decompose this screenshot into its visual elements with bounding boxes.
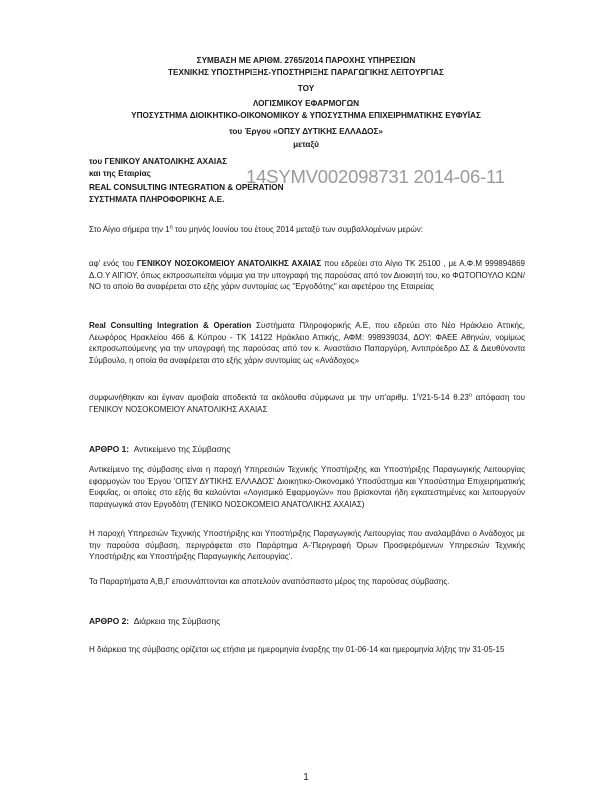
party-line-1: του ΓΕΝΙΚΟΥ ΑΝΑΤΟΛΙΚΗΣ ΑΧΑΙΑΣ — [89, 157, 228, 166]
intro-paragraph: Στο Αίγιο σήμερα την $1^\eta$ του μηνός Ιουνίου του έτους 2014 μεταξύ των συμβαλλομένων μερών: — [89, 224, 423, 234]
title-line-5: ΥΠΟΣΥΣΤΗΜΑ ΔΙΟΙΚΗΤΙΚΟ-ΟΙΚΟΝΟΜΙΚΟΥ & ΥΠΟΣΥΣΤΗΜΑ ΕΠΙΧΕΙΡΗΜΑΤΙΚΗΣ ΕΥΦΥΪΑΣ — [131, 111, 481, 120]
title-line-1: ΣΥΜΒΑΣΗ ΜΕ ΑΡΙΘΜ. 2765/2014 ΠΑΡΟΧΗΣ ΥΠΗΡΕΣΙΩΝ — [196, 56, 416, 65]
agreement-paragraph: συμφωνήθηκαν και έγιναν αμοιβαία αποδεκτά τα ακόλουθα σύμφωνα με την υπ'αριθμ. $1^\eta/21-5-14$ $\theta.23^o$ απόφαση του ΓΕΝΙΚΟΥ ΝΟΣΟΚΟΜΕΙΟΥ ΑΝΑΤΟΛΙΚΗΣ ΑΧΑΙΑΣ — [89, 392, 526, 414]
party-line-4: ΣΥΣΤΗΜΑΤΑ ΠΛΗΡΟΦΟΡΙΚΗΣ Α.Ε. — [89, 195, 225, 204]
article-1-paragraph-3: Τα Παραρτήματα Α,Β,Γ επισυνάπτονται και αποτελούν αναπόσπαστο μέρος της παρούσας σύμβασης. — [89, 577, 450, 586]
article-1-paragraph-2: Η παροχή Υπηρεσιών Τεχνικής Υποστήριξης και Υποστήριξης Παραγωγικής Λειτουργίας που αναλαμβάνει ο Ανάδοχος με την παρούσα σύμβαση, περιγράφεται στο Παράρτημα Α-'Περιγραφή Όρων Προσφερόμενων Υπηρεσιών Τεχνικής Υποστήριξης και Υποστήριξης Παραγωγικής Λειτουργίας'. — [89, 529, 525, 561]
article-2-paragraph-1: Η διάρκεια της σύμβασης ορίζεται ως ετήσια με ημερομηνία έναρξης την 01-06-14 και ημερομηνία λήξης την 31-05-15 — [89, 645, 505, 654]
party-b-paragraph: Real Consulting Integration & Operation Συστήματα Πληροφορικής Α.Ε, που εδρεύει στο Νέο Ηράκλειο Αττικής, Λεωφόρος Ηρακλείου 466 & Κύπρου - ΤΚ 14122 Ηράκλειο Αττικής, ΑΦΜ: 998939034, ΔΟΥ: ΦΑΕΕ Αθηνών, νομίμως εκπροσωπούμενης για την υπογραφή της παρούσας από τον κ. Αναστάσιο Παπαργύρη, Αντιπρόεδρο ΔΣ & Διευθύνοντα Σύμβουλο, η οποία θα αναφέρεται στο εξής χάριν συντομίας ως «Ανάδοχος» — [89, 321, 526, 365]
article-2-heading: ΑΡΘΡΟ 2: Διάρκεια της Σύμβασης — [89, 616, 221, 626]
party-line-3: REAL CONSULTING INTEGRATION & OPERATION — [89, 183, 284, 192]
title-line-4: ΛΟΓΙΣΜΙΚΟΥ ΕΦΑΡΜΟΓΩΝ — [252, 99, 360, 108]
title-line-2: ΤΕΧΝΙΚΗΣ ΥΠΟΣΤΗΡΙΞΗΣ-ΥΠΟΣΤΗΡΙΞΗΣ ΠΑΡΑΓΩΓΙΚΗΣ ΛΕΙΤΟΥΡΓΙΑΣ — [168, 68, 444, 77]
party-a-paragraph: αφ' ενός του ΓΕΝΙΚΟΥ ΝΟΣΟΚΟΜΕΙΟΥ ΑΝΑΤΟΛΙΚΗΣ ΑΧΑΙΑΣ που εδρεύει στο Αίγιο ΤΚ 25100 , με Α.Φ.Μ 999894869 Δ.Ο.Υ ΑΙΓΙΟΥ, όπως εκπροσωπείται νόμιμα για την υπογραφή της παρούσας από τον Διοικητή του, κο ΦΩΤΟΠΟΥΛΟ ΚΩΝ/ΝΟ το οποίο θα αναφέρεται στο εξής χάριν συντομίας ως "Εργοδότης" και αφετέρου της Εταιρείας — [89, 259, 526, 291]
title-line-7: μεταξύ — [293, 140, 319, 149]
article-1-heading: ΑΡΘΡΟ 1: Αντικείμενο της Σύμβασης — [89, 444, 231, 454]
article-1-paragraph-1: Αντικείμενο της σύμβασης είναι η παροχή Υπηρεσιών Τεχνικής Υποστήριξης και Υποστήριξης Παραγωγικής Λειτουργίας εφαρμογών του Έργου 'ΟΠΣΥ ΔΥΤΙΚΗΣ ΕΛΛΑΔΟΣ' Διοικητικο-Οικονομικό Υποσύστημα και Υποσύστημα Επιχειρηματικής Ευφυΐας, οι οποίες στο εξής θα καλούνται «Λογισμικό Εφαρμογών» που βρίσκονται ήδη εγκατεστημένες και λειτουργούν παραγωγικά στον Εργοδότη (ΓΕΝΙΚΟ ΝΟΣΟΚΟΜΕΙΟ ΑΝΑΤΟΛΙΚΗΣ ΑΧΑΙΑΣ) — [89, 465, 525, 509]
diavgeia-stamp: 14SYMV002098731 2014-06-11 — [246, 166, 505, 187]
title-line-6: του Έργου «ΟΠΣΥ ΔΥΤΙΚΗΣ ΕΛΛΑΔΟΣ» — [229, 127, 383, 136]
party-line-2: και της Εταιρίας — [89, 169, 151, 178]
title-line-3: ΤΟΥ — [297, 84, 315, 93]
page-number: 1 — [303, 772, 309, 783]
